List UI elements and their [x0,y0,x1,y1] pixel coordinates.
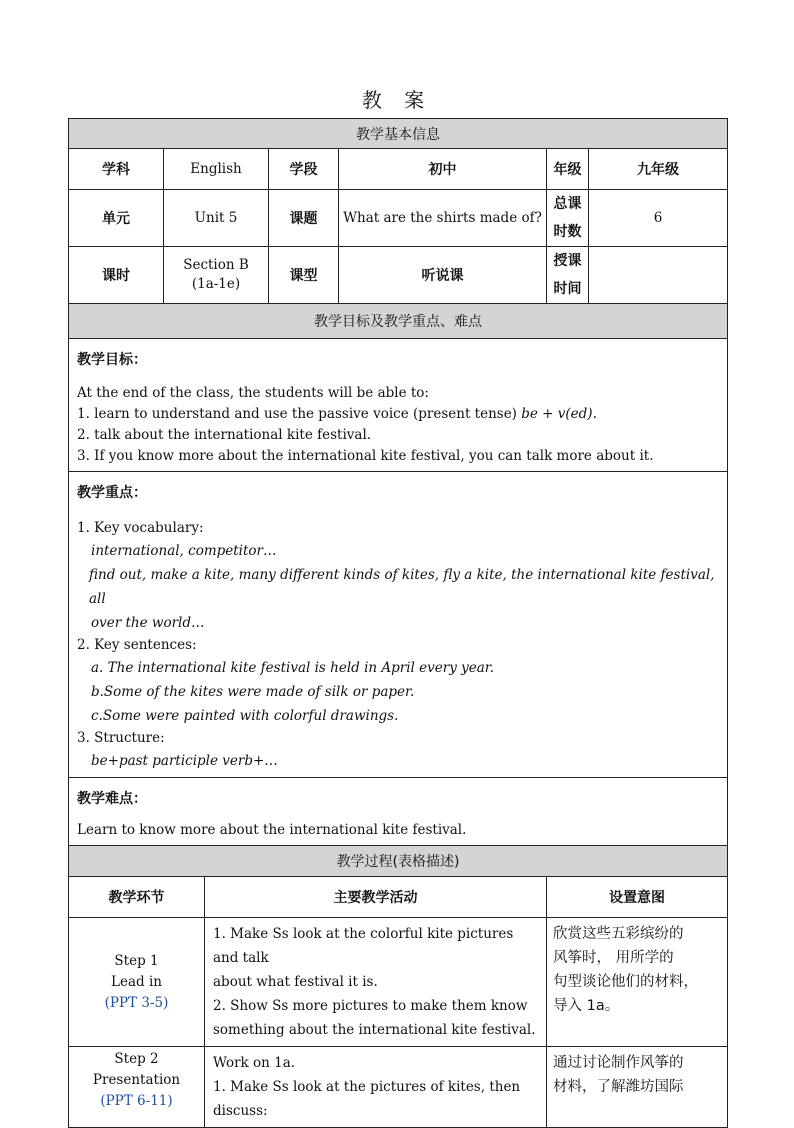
step-number: Step 2 [114,1051,159,1067]
col-activity-header: 主要教学活动 [205,877,547,918]
step-name: Lead in [111,973,162,990]
intent-line: 材料，了解潍坊国际 [553,1079,684,1095]
intent-cell [547,918,728,1047]
step-name: Presentation [92,1072,181,1088]
topic-label: 课题 [269,190,339,247]
stage-label: 学段 [269,149,339,190]
step-cell [69,918,205,1047]
activity-cell [205,1047,547,1128]
intent-line: 风筝时， 用所学的 [553,950,674,966]
objective-item-3: 3. If you know more about the international kite festival, you can talk more about it. [77,448,654,464]
step-number: Step 1 [114,952,159,969]
stage-value: 初中 [339,149,547,190]
vocab-line-3: over the world… [91,615,205,631]
intent-line: 句型谈论他们的材料， [553,974,698,990]
document-title: 教 案 [361,88,433,112]
difficulty-text: Learn to know more about the international kite festival. [77,822,467,838]
difficulty-heading: 教学难点： [77,791,147,807]
objectives-heading: 教学目标： [77,352,147,368]
period-value [164,247,269,304]
lesson-plan-table [68,118,728,1128]
teach-time-label-line1: 授课 [553,253,582,269]
intent-line: 导入 1a。 [553,998,620,1014]
structure-title: 3. Structure: [77,730,165,746]
objective-item-1 [77,404,719,425]
activity-line: 2. Show Ss more pictures to make them know [213,998,528,1014]
subject-label: 学科 [69,149,164,190]
activity-cell [205,918,547,1047]
total-hours-label-line1: 总课 [553,196,582,212]
sentence-a: a. The international kite festival is held in April every year. [91,660,495,676]
intent-cell [547,1047,728,1128]
process-row-2 [69,1047,728,1128]
step-ppt-range: (PPT 6-11) [100,1093,173,1109]
structure-line: be+past participle verb+… [91,753,278,769]
topic-value: What are the shirts made of? [339,190,547,247]
type-value: 听说课 [339,247,547,304]
vocab-line-1: international, competitor… [91,543,277,559]
goals-section-header: 教学目标及教学重点、难点 [69,304,728,339]
activity-line: something about the international kite festival. [213,1022,536,1038]
unit-label: 单元 [69,190,164,247]
vocab-title: 1. Key vocabulary: [77,520,204,536]
type-label: 课型 [269,247,339,304]
period-value-line2: (1a-1e) [191,276,241,292]
key-points-block [69,472,728,778]
activity-line: about what festival it is. [213,974,378,990]
process-row-1 [69,918,728,1047]
vocab-line-2: find out, make a kite, many different kinds of kites, fly a kite, the international kite festival, all [89,567,715,607]
total-hours-value: 6 [589,190,728,247]
grade-label: 年级 [547,149,589,190]
difficulty-block [69,778,728,846]
activity-line: 1. Make Ss look at the pictures of kites, then discuss: [213,1079,521,1119]
sentence-b: b.Some of the kites were made of silk or paper. [91,684,415,700]
total-hours-label [547,190,589,247]
activity-line: Work on 1a. [213,1055,296,1071]
objective-item-1-formula: be + v(ed). [521,406,597,422]
subject-value: English [164,149,269,190]
teach-time-value [589,247,728,304]
intent-line: 通过讨论制作风筝的 [553,1055,684,1071]
objective-item-1-text: 1. learn to understand and use the passive voice (present tense) [77,406,522,422]
activity-line: 1. Make Ss look at the colorful kite pictures and talk [213,926,514,966]
unit-value: Unit 5 [164,190,269,247]
objectives-intro: At the end of the class, the students will be able to: [77,385,429,401]
teach-time-label [547,247,589,304]
objectives-block [69,339,728,472]
step-ppt-range: (PPT 3-5) [104,994,169,1011]
step-cell [69,1047,205,1128]
sentences-title: 2. Key sentences: [77,637,197,653]
grade-value: 九年级 [589,149,728,190]
teach-time-label-line2: 时间 [553,281,582,297]
objective-item-2: 2. talk about the international kite festival. [77,427,372,443]
total-hours-label-line2: 时数 [553,224,582,240]
period-label: 课时 [69,247,164,304]
col-step-header: 教学环节 [69,877,205,918]
col-intent-header: 设置意图 [547,877,728,918]
intent-line: 欣赏这些五彩缤纷的 [553,926,684,942]
basic-info-header: 教学基本信息 [69,119,728,149]
key-points-heading: 教学重点： [77,485,147,501]
sentence-c: c.Some were painted with colorful drawings. [91,708,399,724]
process-header: 教学过程(表格描述) [69,846,728,877]
period-value-line1: Section B [183,257,249,273]
